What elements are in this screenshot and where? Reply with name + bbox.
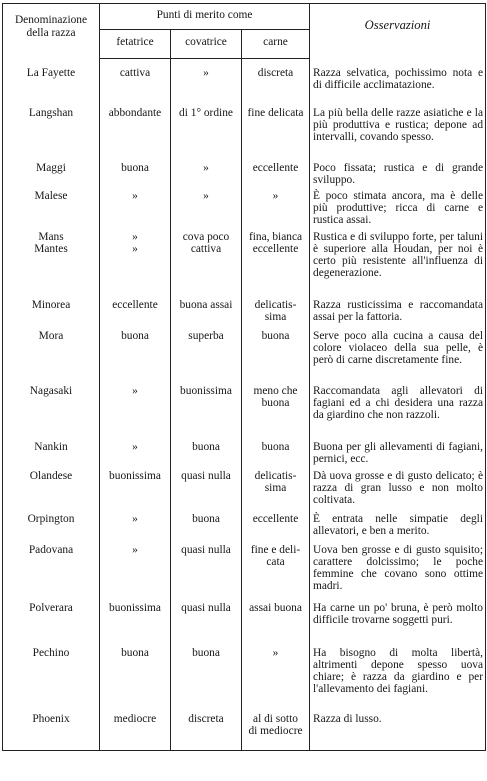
table-body	[3, 59, 486, 751]
cell-covatrice: »	[171, 160, 242, 188]
cell-covatrice: »	[171, 59, 242, 105]
breeds-table	[2, 3, 486, 751]
cell-observations: È entrata nelle simpatie degli allevatori, e ben a merito.	[310, 511, 486, 542]
cell-fetatrice: » »	[100, 229, 171, 297]
col-header-breed-name: Denominazione della razza	[3, 4, 100, 59]
cell-fetatrice: buonissima	[100, 468, 171, 511]
col-header-observations: Osservazioni	[310, 4, 486, 59]
breed-name: Padovana	[3, 542, 100, 600]
col-header-fetatrice: fetatrice	[100, 30, 171, 59]
cell-fetatrice: abbondante	[100, 105, 171, 160]
breed-name: La Fayette	[3, 59, 100, 105]
cell-carne: »	[242, 645, 310, 711]
breed-name: Olandese	[3, 468, 100, 511]
cell-covatrice: »	[171, 188, 242, 229]
table-row	[3, 383, 486, 439]
cell-covatrice: cova poco cattiva	[171, 229, 242, 297]
cell-carne: eccellente	[242, 160, 310, 188]
table-row	[3, 188, 486, 229]
cell-carne: fina, bianca eccellente	[242, 229, 310, 297]
cell-carne: delicatis- sima	[242, 297, 310, 328]
cell-observations: Dà uova grosse e di gusto delicato; è razza di gran lusso e non molto coltivata.	[310, 468, 486, 511]
cell-carne: assai buona	[242, 600, 310, 645]
cell-fetatrice: »	[100, 188, 171, 229]
cell-fetatrice: »	[100, 383, 171, 439]
cell-covatrice: di 1° ordine	[171, 105, 242, 160]
cell-covatrice: quasi nulla	[171, 468, 242, 511]
breed-name: Langshan	[3, 105, 100, 160]
table-row	[3, 645, 486, 711]
cell-covatrice: superba	[171, 328, 242, 383]
breed-name: Minorea	[3, 297, 100, 328]
cell-observations: La più bella delle razze asiatiche e la più produttiva e rustica; depone ad intervalli, covando spesso.	[310, 105, 486, 160]
cell-fetatrice: buonissima	[100, 600, 171, 645]
cell-covatrice: quasi nulla	[171, 542, 242, 600]
col-header-carne: carne	[242, 30, 310, 59]
breed-name: Nankin	[3, 439, 100, 468]
cell-fetatrice: cattiva	[100, 59, 171, 105]
cell-carne: buona	[242, 439, 310, 468]
cell-observations: Rustica e di sviluppo forte, per taluni è superiore alla Houdan, per noi è certo più resistente all'influenza di degenerazione.	[310, 229, 486, 297]
col-header-covatrice: covatrice	[171, 30, 242, 59]
cell-fetatrice: buona	[100, 328, 171, 383]
cell-covatrice: buona	[171, 645, 242, 711]
cell-fetatrice: eccellente	[100, 297, 171, 328]
cell-covatrice: buona	[171, 439, 242, 468]
cell-observations: È poco stimata ancora, ma è delle più produttive; ricca di carne e rustica assai.	[310, 188, 486, 229]
cell-carne: fine delicata	[242, 105, 310, 160]
breed-name: Maggi	[3, 160, 100, 188]
cell-carne: »	[242, 188, 310, 229]
breed-name: Phoenix	[3, 711, 100, 751]
breed-name: Orpington	[3, 511, 100, 542]
cell-carne: delicatis- sima	[242, 468, 310, 511]
cell-fetatrice: »	[100, 542, 171, 600]
cell-fetatrice: buona	[100, 160, 171, 188]
table-row	[3, 439, 486, 468]
breed-name: Malese	[3, 188, 100, 229]
table-row	[3, 105, 486, 160]
cell-covatrice: buona	[171, 511, 242, 542]
cell-covatrice: quasi nulla	[171, 600, 242, 645]
cell-fetatrice: buona	[100, 645, 171, 711]
cell-carne: al di sotto di mediocre	[242, 711, 310, 751]
table-row	[3, 511, 486, 542]
table-row	[3, 711, 486, 751]
cell-observations: Raccomandata agli allevatori di fagiani ed a chi desidera una razza da giardino che non razzoli.	[310, 383, 486, 439]
table-row	[3, 542, 486, 600]
table-row	[3, 328, 486, 383]
cell-observations: Buona per gli allevamenti di fagiani, pernici, ecc.	[310, 439, 486, 468]
col-group-header-merit: Punti di merito come	[100, 4, 310, 30]
breed-name: Nagasaki	[3, 383, 100, 439]
cell-carne: buona	[242, 328, 310, 383]
cell-covatrice: discreta	[171, 711, 242, 751]
cell-covatrice: buonissima	[171, 383, 242, 439]
cell-observations: Ha carne un po' bruna, è però molto difficile trovarne soggetti puri.	[310, 600, 486, 645]
cell-fetatrice: mediocre	[100, 711, 171, 751]
table-row	[3, 600, 486, 645]
table-row	[3, 229, 486, 297]
cell-carne: fine e deli- cata	[242, 542, 310, 600]
cell-fetatrice: »	[100, 511, 171, 542]
cell-carne: discreta	[242, 59, 310, 105]
table-row	[3, 468, 486, 511]
cell-covatrice: buona assai	[171, 297, 242, 328]
cell-observations: Serve poco alla cucina a causa del colore violaceo della sua pelle, è però di carne discretamente fine.	[310, 328, 486, 383]
cell-observations: Razza di lusso.	[310, 711, 486, 751]
cell-observations: Poco fissata; rustica e di grande sviluppo.	[310, 160, 486, 188]
table-row	[3, 160, 486, 188]
table-row	[3, 297, 486, 328]
breed-name: Pechino	[3, 645, 100, 711]
breed-name: Polverara	[3, 600, 100, 645]
cell-observations: Razza selvatica, pochissimo nota e di difficile acclimatazione.	[310, 59, 486, 105]
cell-fetatrice: »	[100, 439, 171, 468]
cell-carne: meno che buona	[242, 383, 310, 439]
breed-name: Mora	[3, 328, 100, 383]
cell-observations: Razza rusticissima e raccomandata assai per la fattoria.	[310, 297, 486, 328]
breed-name: Mans Mantes	[3, 229, 100, 297]
cell-carne: eccellente	[242, 511, 310, 542]
table-row	[3, 59, 486, 105]
cell-observations: Ha bisogno di molta libertà, altrimenti depone spesso uova chiare; è razza da giardino e per l'allevamento dei fagiani.	[310, 645, 486, 711]
cell-observations: Uova ben grosse e di gusto squisito; carattere dolcissimo; le poche femmine che covano sono ottime madri.	[310, 542, 486, 600]
